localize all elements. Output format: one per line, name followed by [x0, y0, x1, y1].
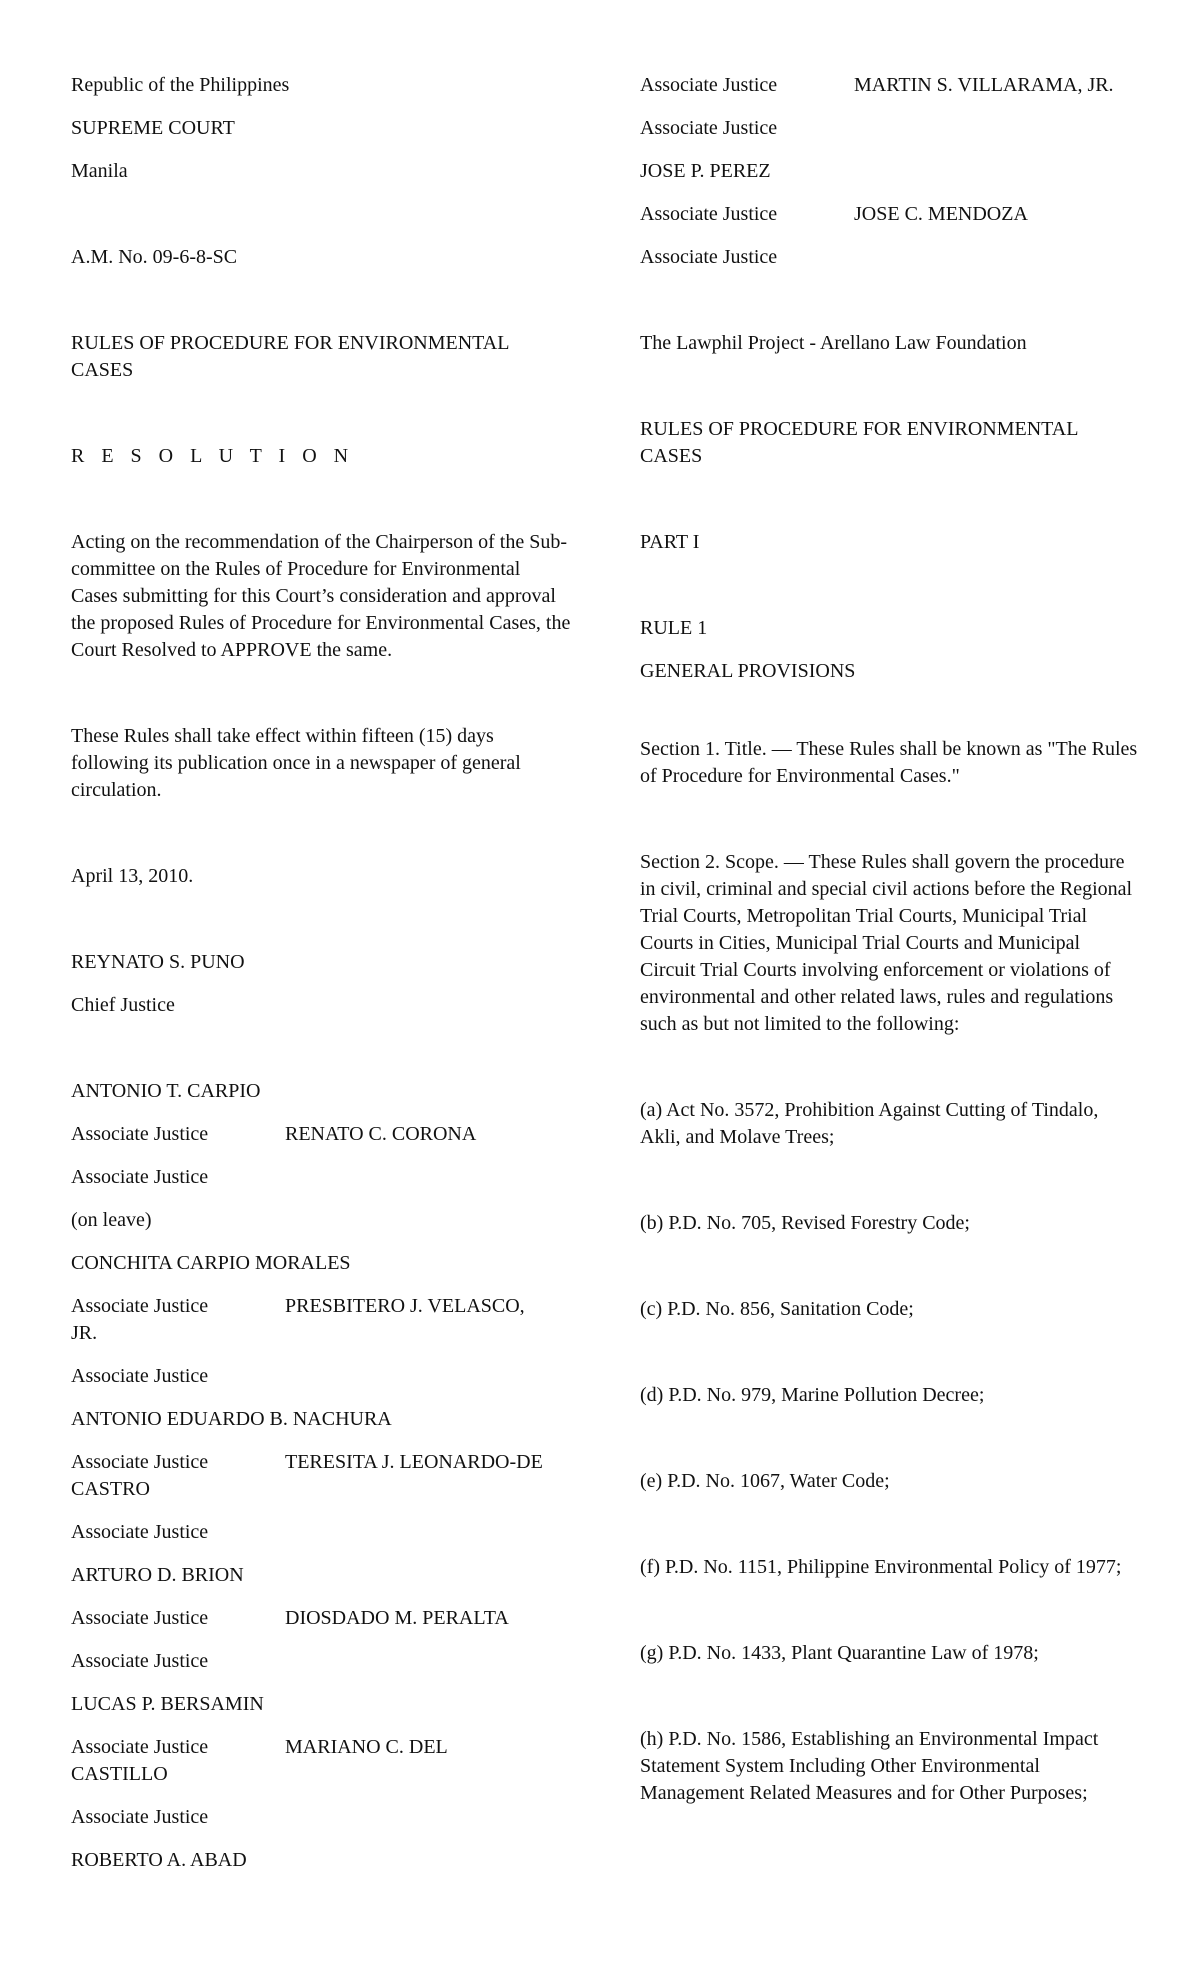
signatory-note: (on leave) — [71, 1209, 152, 1231]
signatory-name: DIOSDADO M. PERALTA — [285, 1607, 509, 1629]
list-item: (d) P.D. No. 979, Marine Pollution Decree; — [640, 1384, 985, 1406]
signatory-name: RENATO C. CORONA — [285, 1123, 477, 1145]
signatory-name: JOSE C. MENDOZA — [854, 203, 1028, 225]
rules-title: RULES OF PROCEDURE FOR ENVIRONMENTAL CASES — [640, 418, 1078, 467]
resolution-date: April 13, 2010. — [71, 865, 194, 887]
signatory-title: Associate Justice — [71, 1166, 209, 1188]
case-number: A.M. No. 09-6-8-SC — [71, 246, 238, 268]
header-city: Manila — [71, 160, 128, 182]
signatory-title: Associate Justice — [640, 246, 778, 268]
document-title: RULES OF PROCEDURE FOR ENVIRONMENTAL CASES — [71, 332, 509, 381]
signatory-row — [71, 1449, 571, 1476]
signatory-row — [640, 72, 1140, 99]
section-1: Section 1. Title. — These Rules shall be known as "The Rules of Procedure for Environmental Cases." — [640, 738, 1138, 787]
signatory-title: Associate Justice — [71, 1451, 209, 1473]
source-line: The Lawphil Project - Arellano Law Foundation — [640, 332, 1027, 354]
signatory-title: Associate Justice — [71, 1806, 209, 1828]
signatory-row — [71, 1605, 571, 1632]
signatory-name: TERESITA J. LEONARDO-DE — [285, 1451, 543, 1473]
signatory-title: Associate Justice — [71, 1607, 209, 1629]
signatory-row — [640, 201, 1140, 228]
signatory-name-continued: JR. — [71, 1322, 98, 1344]
signatory-title: Associate Justice — [71, 1736, 209, 1758]
resolution-heading: R E S O L U T I O N — [71, 445, 355, 467]
chief-justice-name: REYNATO S. PUNO — [71, 951, 245, 973]
section-2: Section 2. Scope. — These Rules shall govern the procedure in civil, criminal and special civil actions before the Regional Trial Courts, Metropolitan Trial Courts, Municipal Trial Courts in Cities, Municipal Trial Courts and Municipal Circuit Trial Courts involving enforcement or violations of environmental and other related laws, rules and regulations such as but not limited to the following: — [640, 851, 1133, 1035]
signatory-row — [71, 1293, 571, 1320]
signatory-title: Associate Justice — [71, 1123, 209, 1145]
signatory-name-continued: CASTRO — [71, 1478, 150, 1500]
signatory-title: Associate Justice — [71, 1650, 209, 1672]
left-column — [71, 70, 571, 1874]
resolution-paragraph-1: Acting on the recommendation of the Chairperson of the Sub-committee on the Rules of Procedure for Environmental Cases submitting for this Court’s consideration and approval the proposed Rules of Procedure for Environmental Cases, the Court Resolved to APPROVE the same. — [71, 531, 571, 661]
signatory-name: ANTONIO T. CARPIO — [71, 1080, 261, 1102]
rule-heading: RULE 1 — [640, 617, 708, 639]
list-item: (b) P.D. No. 705, Revised Forestry Code; — [640, 1212, 970, 1234]
signatory-title: Associate Justice — [71, 1365, 209, 1387]
signatory-name: PRESBITERO J. VELASCO, — [285, 1295, 525, 1317]
list-item: (a) Act No. 3572, Prohibition Against Cutting of Tindalo, Akli, and Molave Trees; — [640, 1099, 1099, 1148]
right-column — [640, 70, 1140, 1807]
list-item: (e) P.D. No. 1067, Water Code; — [640, 1470, 890, 1492]
signatory-name: LUCAS P. BERSAMIN — [71, 1693, 264, 1715]
part-heading: PART I — [640, 531, 700, 553]
signatory-row — [71, 1121, 571, 1148]
header-republic: Republic of the Philippines — [71, 74, 290, 96]
list-item: (c) P.D. No. 856, Sanitation Code; — [640, 1298, 914, 1320]
chief-justice-title: Chief Justice — [71, 994, 175, 1016]
signatory-title: Associate Justice — [71, 1295, 209, 1317]
signatory-name: MARTIN S. VILLARAMA, JR. — [854, 74, 1114, 96]
resolution-paragraph-2: These Rules shall take effect within fifteen (15) days following its publication once in a newspaper of general circulation. — [71, 725, 521, 801]
signatory-name-continued: CASTILLO — [71, 1763, 168, 1785]
signatory-name: JOSE P. PEREZ — [640, 160, 771, 182]
signatory-name: ARTURO D. BRION — [71, 1564, 244, 1586]
header-court: SUPREME COURT — [71, 117, 235, 139]
signatory-row — [71, 1734, 571, 1761]
signatory-name: ROBERTO A. ABAD — [71, 1849, 247, 1871]
list-item: (h) P.D. No. 1586, Establishing an Environmental Impact Statement System Including Other Environmental Management Related Measures and for Other Purposes; — [640, 1728, 1099, 1804]
signatory-title: Associate Justice — [640, 203, 778, 225]
signatory-title: Associate Justice — [640, 117, 778, 139]
signatory-name: MARIANO C. DEL — [285, 1736, 448, 1758]
signatory-title: Associate Justice — [71, 1521, 209, 1543]
list-item: (g) P.D. No. 1433, Plant Quarantine Law of 1978; — [640, 1642, 1039, 1664]
rule-title: GENERAL PROVISIONS — [640, 660, 856, 682]
signatory-name: CONCHITA CARPIO MORALES — [71, 1252, 351, 1274]
signatory-name: ANTONIO EDUARDO B. NACHURA — [71, 1408, 392, 1430]
list-item: (f) P.D. No. 1151, Philippine Environmental Policy of 1977; — [640, 1556, 1122, 1578]
signatory-title: Associate Justice — [640, 74, 778, 96]
